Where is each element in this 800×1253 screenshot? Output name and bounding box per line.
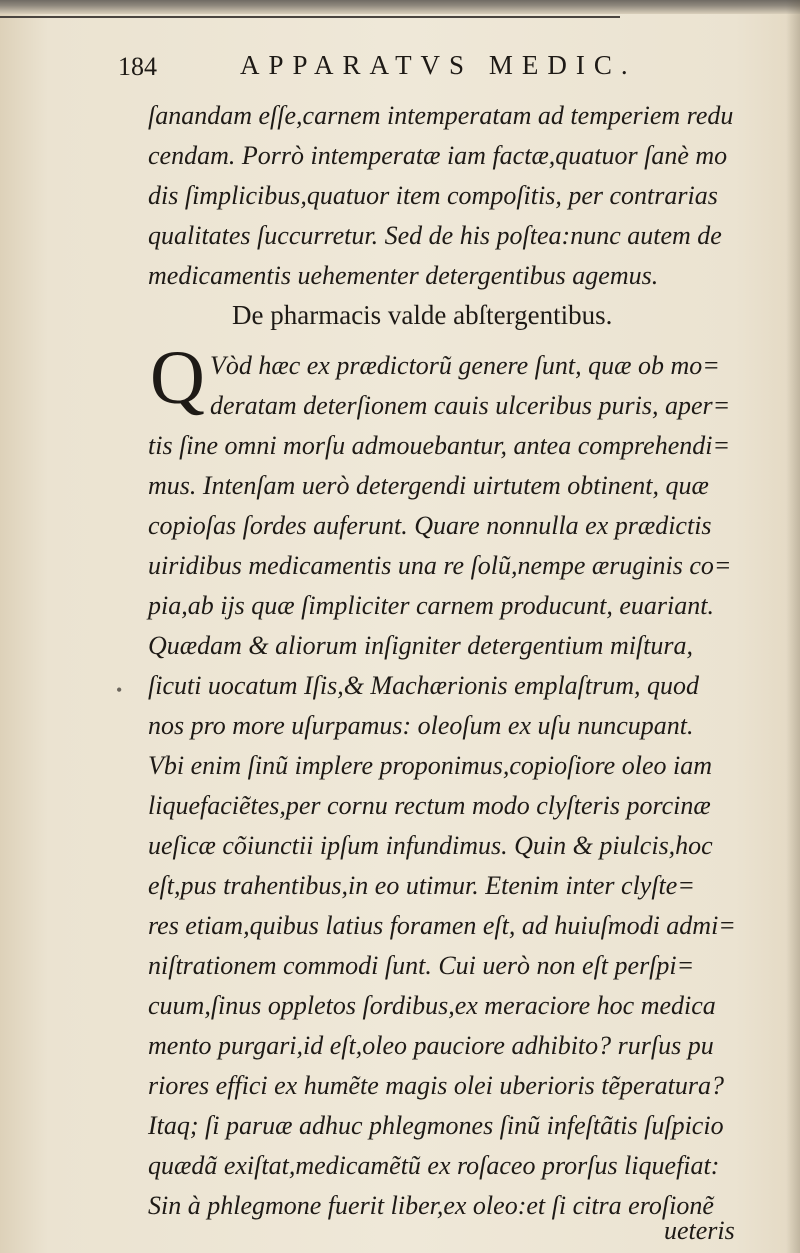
text-line: niſtrationem commodi ſunt. Cui uerò non eſt perſpi= xyxy=(148,951,695,980)
text-line: riores effici ex humẽte magis olei uberioris tẽperatura? xyxy=(148,1071,724,1100)
page-gutter-shadow xyxy=(786,0,800,1253)
page-top-edge xyxy=(0,0,800,14)
text-line: ſanandam eſſe,carnem intemperatam ad temperiem redu xyxy=(148,101,734,130)
text-line: Sin à phlegmone fuerit liber,ex oleo:et ſi citra eroſionẽ xyxy=(148,1191,714,1220)
text-line: copioſas ſordes auferunt. Quare nonnulla ex prædictis xyxy=(148,511,712,540)
text-line: medicamentis uehementer detergentibus agemus. xyxy=(148,261,659,290)
text-line: quædã exiſtat,medicamẽtũ ex roſaceo prorſus liquefiat: xyxy=(148,1151,720,1180)
text-line: ſicuti uocatum Iſis,& Machærionis emplaſtrum, quod xyxy=(148,671,700,700)
catchword: ueteris xyxy=(664,1216,735,1245)
text-line: mus. Intenſam uerò detergendi uirtutem obtinent, quæ xyxy=(148,471,709,500)
section-heading: De pharmacis valde abſtergentibus. xyxy=(232,300,613,330)
text-line: mento purgari,id eſt,oleo pauciore adhibito? rurſus pu xyxy=(148,1031,714,1060)
text-line: nos pro more uſurpamus: oleoſum ex uſu nuncupant. xyxy=(148,711,694,740)
text-line: ueſicæ cõiunctii ipſum infundimus. Quin & piulcis,hoc xyxy=(148,831,713,860)
text-line: pia,ab ijs quæ ſimpliciter carnem producunt, euariant. xyxy=(148,591,714,620)
text-line: eſt,pus trahentibus,in eo utimur. Etenim inter clyſte= xyxy=(148,871,695,900)
text-line: Itaq; ſi paruæ adhuc phlegmones ſinũ infeſtãtis ſuſpicio xyxy=(148,1111,724,1140)
text-line: dis ſimplicibus,quatuor item compoſitis, per contrarias xyxy=(148,181,718,210)
text-line: res etiam,quibus latius foramen eſt, ad huiuſmodi admi= xyxy=(148,911,736,940)
text-line: cuum,ſinus oppletos ſordibus,ex meraciore hoc medica xyxy=(148,991,716,1020)
text-line: deratam deterſionem cauis ulceribus puris, aper= xyxy=(210,391,731,420)
text-line: cendam. Porrò intemperatæ iam factæ,quatuor ſanè mo xyxy=(148,141,728,170)
text-line: Vòd hæc ex prædictorũ genere ſunt, quæ ob mo= xyxy=(210,351,720,380)
running-head xyxy=(118,44,718,84)
text-line: qualitates ſuccurretur. Sed de his poſtea:nunc autem de xyxy=(148,221,722,250)
margin-mark: • xyxy=(116,680,123,700)
text-line: Quædam & aliorum inſigniter detergentium miſtura, xyxy=(148,631,694,660)
text-line: Vbi enim ſinũ implere proponimus,copioſiore oleo iam xyxy=(148,751,712,780)
page-rule xyxy=(0,16,620,18)
running-title: APPARATVS MEDIC. xyxy=(240,50,637,80)
text-line: liquefaciẽtes,per cornu rectum modo clyſteris porcinæ xyxy=(148,791,711,820)
drop-cap: Q xyxy=(150,336,205,420)
page-number: 184 xyxy=(118,52,157,81)
text-line: tis ſine omni morſu admouebantur, antea comprehendi= xyxy=(148,431,731,460)
text-line: uiridibus medicamentis una re ſolũ,nempe æruginis co= xyxy=(148,551,732,580)
